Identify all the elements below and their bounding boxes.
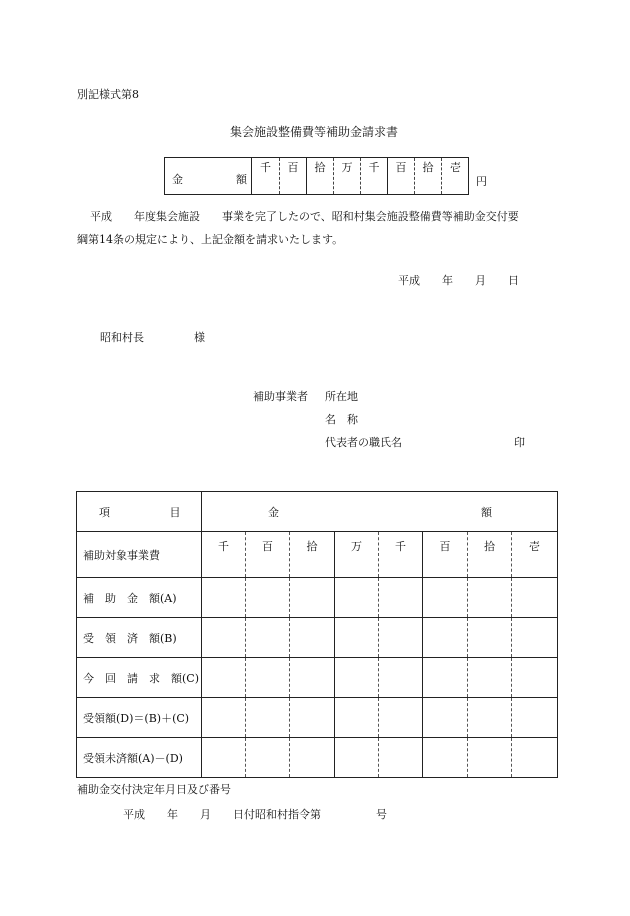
header-item-right: 目 <box>169 505 181 519</box>
amount-cell <box>379 658 423 698</box>
digit-header-3: 拾 <box>290 532 335 578</box>
amount-box <box>164 157 469 195</box>
amount-cell <box>202 738 246 778</box>
body-line-1: 平成 年度集会施設 事業を完了したので、昭和村集会施設整備費等補助金交付要 <box>90 210 519 223</box>
digit-header-8: 壱 <box>512 532 558 578</box>
amount-label-cell <box>165 158 252 194</box>
row-label: 受 領 済 額(B) <box>77 618 202 658</box>
amount-digit-8: 壱 <box>441 158 469 194</box>
amount-digit-6: 百 <box>387 158 414 194</box>
amount-cell <box>512 618 558 658</box>
digit-header-7: 拾 <box>468 532 512 578</box>
amount-cell <box>379 578 423 618</box>
request-date: 平成 年 月 日 <box>398 274 519 287</box>
amount-digit-1: 千 <box>260 161 271 174</box>
row-label: 今 回 請 求 額(C) <box>77 658 202 698</box>
amount-cell <box>468 658 512 698</box>
table-row <box>77 578 558 618</box>
header-amount-right: 額 <box>481 506 492 519</box>
amount-cell <box>335 738 379 778</box>
breakdown-table <box>76 491 558 778</box>
amount-cell <box>512 578 558 618</box>
table-row <box>77 658 558 698</box>
amount-cell <box>202 698 246 738</box>
amount-cell <box>335 658 379 698</box>
amount-cell <box>246 698 290 738</box>
amount-cell <box>335 698 379 738</box>
header-amount-cell <box>202 492 558 532</box>
amount-cell <box>335 618 379 658</box>
amount-cell <box>290 578 335 618</box>
amount-cell <box>468 578 512 618</box>
amount-digit-3: 拾 <box>306 158 333 194</box>
amount-cell <box>202 658 246 698</box>
digit-header-6: 百 <box>423 532 468 578</box>
table-row <box>77 698 558 738</box>
amount-cell <box>202 578 246 618</box>
digit-header-1: 千 <box>202 532 246 578</box>
amount-cell <box>423 698 468 738</box>
form-number: 別記様式第8 <box>77 88 139 101</box>
header-amount-left: 金 <box>268 506 279 519</box>
table-row <box>77 618 558 658</box>
header-item-left: 項 <box>99 505 110 519</box>
table-row <box>77 738 558 778</box>
amount-digit-4: 万 <box>333 158 360 194</box>
amount-cell <box>379 738 423 778</box>
amount-cell <box>512 698 558 738</box>
amount-cell <box>468 738 512 778</box>
applicant-rep-label: 代表者の職氏名 <box>325 436 402 449</box>
applicant-name-label: 名 称 <box>325 413 358 426</box>
amount-cell <box>202 618 246 658</box>
decision-heading: 補助金交付決定年月日及び番号 <box>77 783 231 796</box>
amount-cell <box>246 738 290 778</box>
amount-cell <box>246 618 290 658</box>
seal-mark: 印 <box>514 436 525 449</box>
row-label: 補助対象事業費 <box>77 532 202 578</box>
amount-cell <box>246 658 290 698</box>
digit-header-4: 万 <box>335 532 379 578</box>
amount-cell <box>468 698 512 738</box>
amount-cell <box>290 618 335 658</box>
amount-cell <box>423 578 468 618</box>
amount-cell <box>290 738 335 778</box>
amount-cell <box>512 738 558 778</box>
header-item-cell <box>77 492 202 532</box>
addressee-name: 昭和村長 <box>100 331 144 344</box>
amount-cell <box>423 738 468 778</box>
amount-label-left: 金 <box>172 173 183 186</box>
table-header-row <box>77 492 558 532</box>
row-label: 受領未済額(A)－(D) <box>77 738 202 778</box>
amount-cell <box>423 618 468 658</box>
applicant-heading: 補助事業者 <box>253 390 308 403</box>
amount-digit-7: 拾 <box>414 158 441 194</box>
amount-digit-2: 百 <box>279 158 306 194</box>
row-label: 補 助 金 額(A) <box>77 578 202 618</box>
amount-cell <box>246 578 290 618</box>
amount-cell <box>290 698 335 738</box>
amount-unit: 円 <box>476 175 487 188</box>
amount-cell <box>468 618 512 658</box>
amount-cell <box>423 658 468 698</box>
applicant-address-label: 所在地 <box>325 390 358 403</box>
amount-digit-5: 千 <box>360 158 387 194</box>
digit-header-5: 千 <box>379 532 423 578</box>
amount-cell <box>379 698 423 738</box>
amount-cell <box>379 618 423 658</box>
amount-cell <box>290 658 335 698</box>
amount-cell <box>512 658 558 698</box>
body-line-2: 綱第14条の規定により、上記金額を請求いたします。 <box>77 233 344 246</box>
amount-label-right: 額 <box>236 173 247 186</box>
digit-header-2: 百 <box>246 532 290 578</box>
document-title: 集会施設整備費等補助金請求書 <box>230 125 399 139</box>
amount-cell <box>335 578 379 618</box>
table-row <box>77 532 558 578</box>
decision-line: 平成 年 月 日付昭和村指令第 号 <box>123 808 387 821</box>
addressee-honorific: 様 <box>194 331 205 344</box>
row-label: 受領額(D)＝(B)＋(C) <box>77 698 202 738</box>
